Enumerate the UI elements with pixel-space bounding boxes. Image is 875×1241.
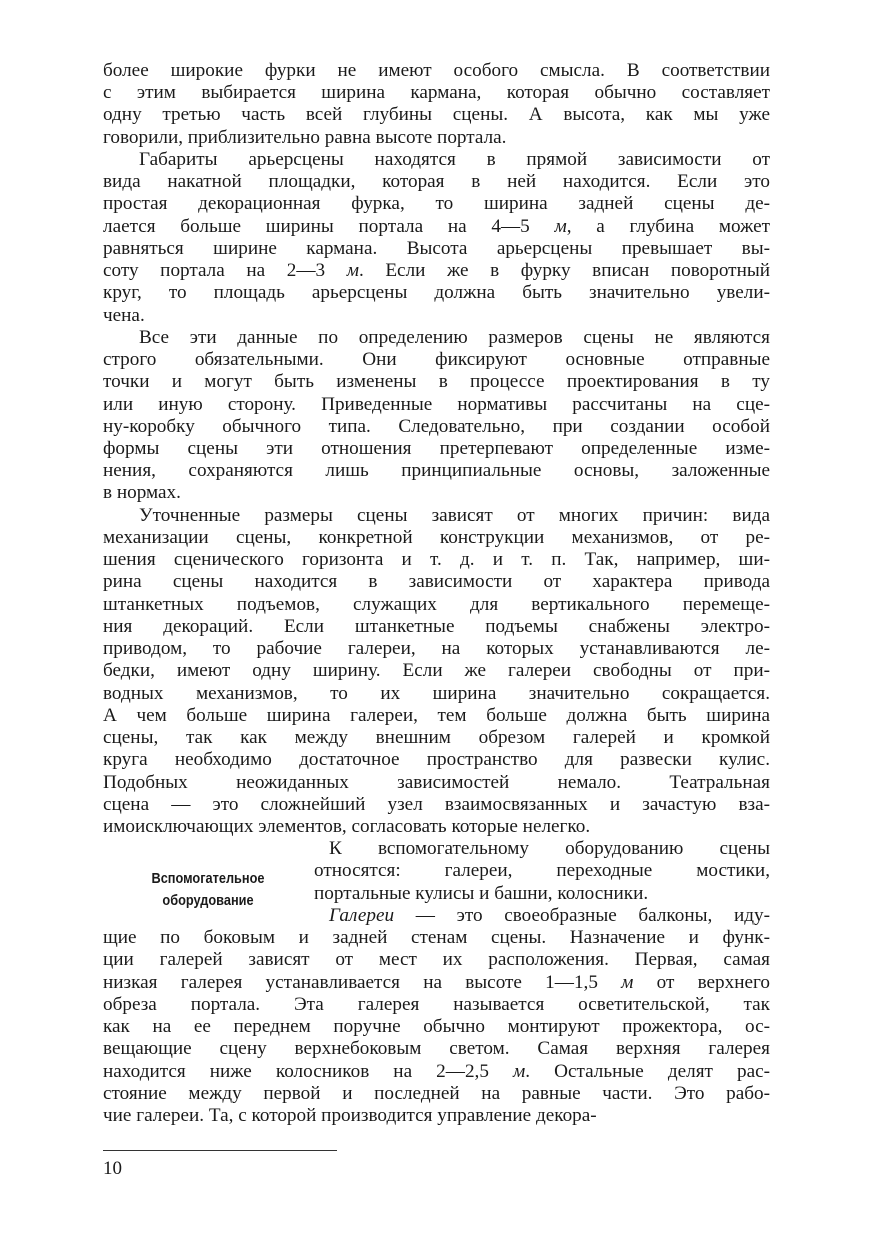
text-segment: лается больше ширины портала на 4—5 [103,215,555,237]
text-segment: соту портала на 2—3 [103,260,347,282]
text-line: шения сценического горизонта и т. д. и т. п. Так, например, ши- [103,549,770,571]
text-line: ния декораций. Если штанкетные подъемы снабжены электро- [103,615,770,637]
italic-text: м [513,1060,526,1082]
text-line [103,1061,770,1083]
text-line: приводом, то рабочие галереи, на которых устанавливаются ле- [103,638,770,660]
paragraph [103,505,770,839]
text-line: или иную сторону. Приведенные нормативы рассчитаны на сце- [103,393,770,415]
text-line: Все эти данные по определению размеров сцены не являются [139,326,770,348]
text-line: сцены, так как между внешним обрезом галерей и кромкой [103,727,770,749]
text-line: круг, то площадь арьерсцены должна быть значительно увели- [103,282,770,304]
text-line: портальные кулисы и башни, колосники. [314,882,649,904]
text-segment: от верхнего [633,971,770,993]
text-line: как на ее переднем поручне обычно монтируют прожектора, ос- [103,1016,770,1038]
text-segment: . Остальные делят рас- [525,1060,770,1082]
side-heading-line: оборудование [162,893,254,909]
text-segment: — это своеобразные балконы, иду- [394,904,770,926]
italic-text: м [621,971,634,993]
paragraph [103,149,770,327]
text-line: одну третью часть всей глубины сцены. А высота, как мы уже [103,104,770,126]
italic-text: м [346,260,359,282]
text-line [103,972,770,994]
text-line: чена. [103,304,145,326]
italic-text: Галереи [329,904,395,926]
text-line: рина сцены находится в зависимости от характера привода [103,571,770,593]
text-line: А чем больше ширина галереи, тем больше должна быть ширина [103,704,770,726]
text-segment: низкая галерея устанавливается на высоте 1—1,5 [103,971,622,993]
text-segment: . Если же в фурку вписан поворотный [358,260,770,282]
text-line: механизации сцены, конкретной конструкции механизмов, от ре- [103,526,770,548]
side-heading-line: Вспомогательное [151,871,265,887]
text-line: строго обязательными. Они фиксируют основные отправные [103,349,770,371]
page-number: 10 [103,1158,122,1179]
paragraph [103,905,770,1127]
text-line [103,216,770,238]
text-line: более широкие фурки не имеют особого смысла. В соответствии [103,60,770,81]
text-line: формы сцены эти отношения претерпевают определенные изме- [103,437,770,459]
text-line: Уточненные размеры сцены зависят от многих причин: вида [139,504,770,526]
text-segment: , а глубина может [566,215,770,237]
text-line: Габариты арьерсцены находятся в прямой зависимости от [139,148,770,170]
text-segment: находится ниже колосников на 2—2,5 [103,1060,513,1082]
text-line: чие галереи. Та, с которой производится управление декора- [103,1105,597,1127]
text-line: стояние между первой и последней на равные части. Это рабо- [103,1082,770,1104]
text-line: ну-коробку обычного типа. Следовательно, при создании особой [103,415,770,437]
footer-rule [103,1150,337,1151]
text-line: бедки, имеют одну ширину. Если же галереи свободны от при- [103,660,770,682]
text-line: щие по боковым и задней стенам сцены. Назначение и функ- [103,927,770,949]
text-line: относятся: галереи, переходные мостики, [314,860,770,882]
text-line: сцена — это сложнейший узел взаимосвязанных и зачастую вза- [103,793,770,815]
text-line: говорили, приблизительно равна высоте портала. [103,126,507,148]
text-line: Подобных неожиданных зависимостей немало. Театральная [103,771,770,793]
paragraph [103,327,770,505]
text-line: равняться ширине кармана. Высота арьерсцены превышает вы- [103,237,770,259]
text-line [314,905,770,927]
italic-text: м [554,215,567,237]
paragraph [103,60,770,149]
text-line: штанкетных подъемов, служащих для вертикального перемеще- [103,593,770,615]
text-line: обреза портала. Эта галерея называется осветительской, так [103,993,770,1015]
text-line: К вспомогательному оборудованию сцены [329,838,770,860]
text-line: с этим выбирается ширина кармана, которая обычно составляет [103,82,770,104]
text-line: в нормах. [103,482,181,504]
text-line: простая декорационная фурка, то ширина задней сцены де- [103,193,770,215]
text-line: нения, сохраняются лишь принципиальные основы, заложенные [103,460,770,482]
text-line: вида накатной площадки, которая в ней находится. Если это [103,171,770,193]
text-line: ции галерей зависят от мест их расположения. Первая, самая [103,949,770,971]
text-line: имоисключающих элементов, согласовать которые нелегко. [103,815,591,837]
side-heading [131,868,286,912]
body-text [103,60,770,1127]
text-line: вещающие сцену верхнебоковым светом. Самая верхняя галерея [103,1038,770,1060]
text-line: точки и могут быть изменены в процессе проектирования в ту [103,371,770,393]
text-line: круга необходимо достаточное пространство для развески кулис. [103,749,770,771]
text-line [103,260,770,282]
text-line: водных механизмов, то их ширина значительно сокращается. [103,682,770,704]
